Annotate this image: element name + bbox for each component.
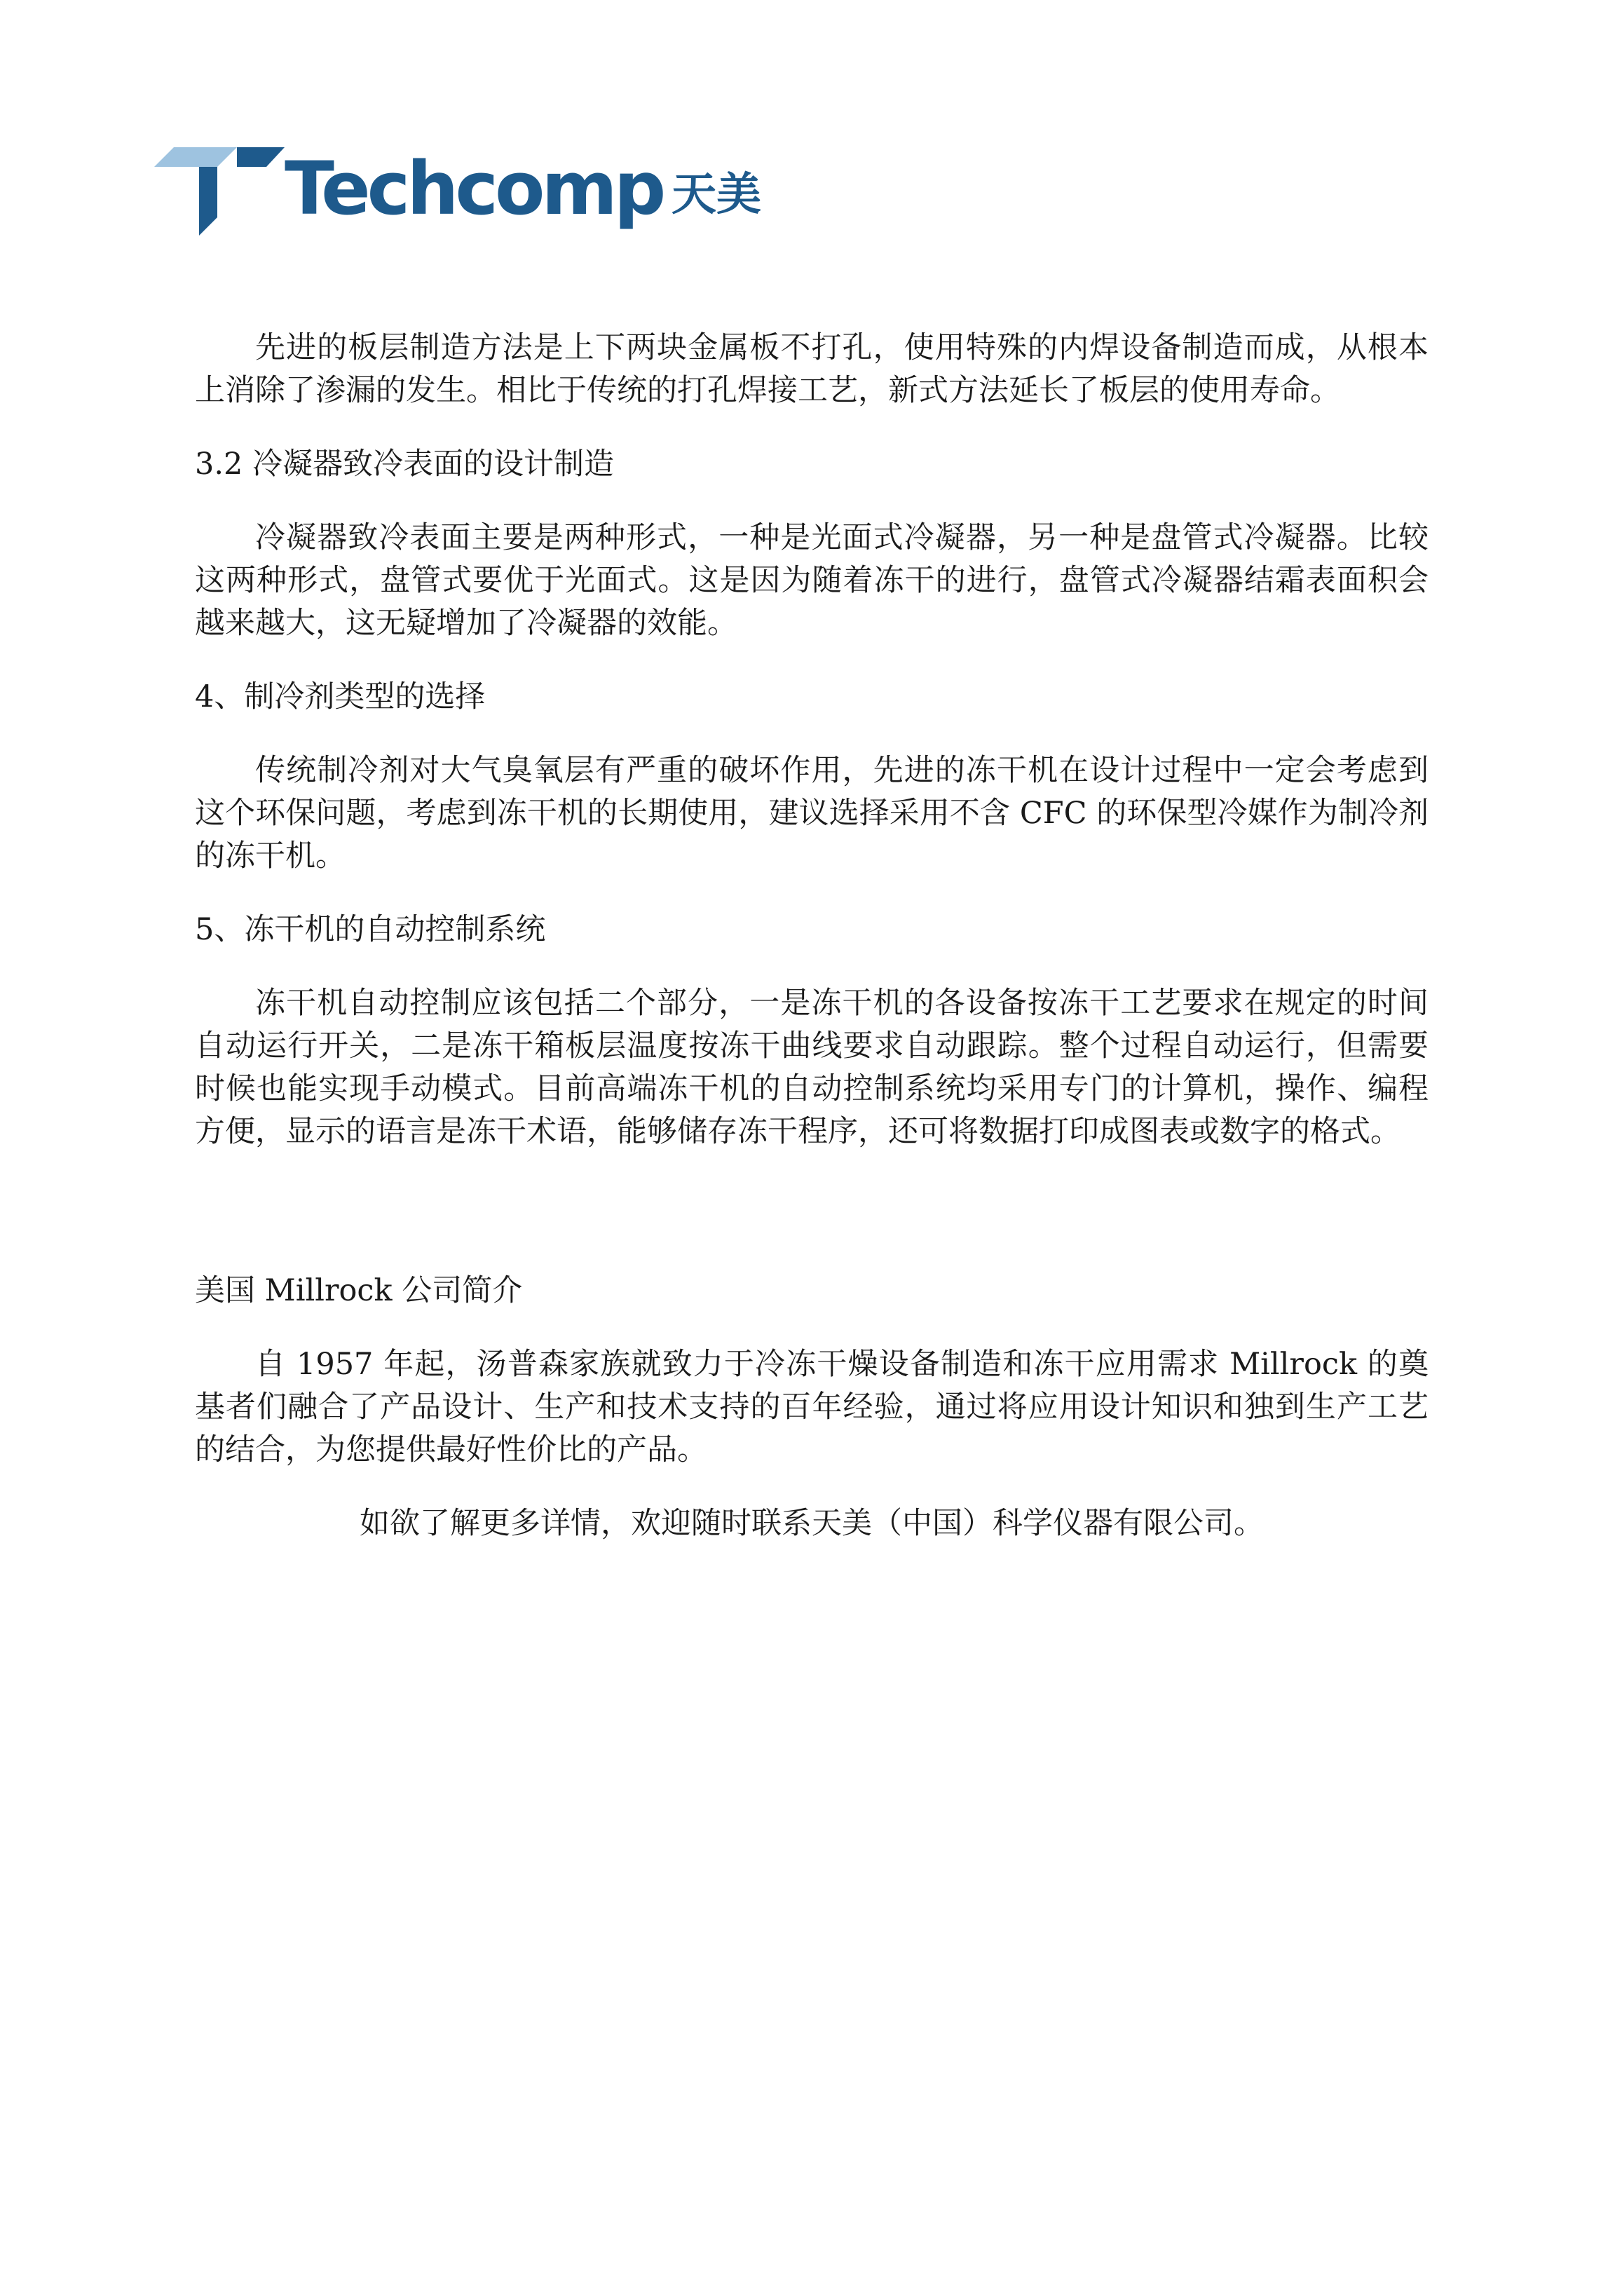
heading-millrock-intro: 美国 Millrock 公司简介 [195,1273,523,1308]
techcomp-t-logo-icon [154,147,287,238]
paragraph-plate-manufacturing: 先进的板层制造方法是上下两块金属板不打孔，使用特殊的内焊设备制造而成，从根本上消除了渗漏的发生。相比于传统的打孔焊接工艺，新式方法延长了板层的使用寿命。 [195,330,1429,408]
paragraph-condenser-surface: 冷凝器致冷表面主要是两种形式，一种是光面式冷凝器，另一种是盘管式冷凝器。比较这两种形式，盘管式要优于光面式。这是因为随着冻干的进行，盘管式冷凝器结霜表面积会越来越大，这无疑增加了冷凝器的效能。 [195,520,1429,641]
document-body [195,327,1429,1545]
heading-auto-control: 5、冻干机的自动控制系统 [195,912,546,947]
heading-condenser-design: 3.2 冷凝器致冷表面的设计制造 [195,447,615,482]
company-logo [154,147,785,238]
logo-chinese-name: 天美 [672,169,761,221]
contact-line: 如欲了解更多详情，欢迎随时联系天美（中国）科学仪器有限公司。 [360,1506,1264,1541]
paragraph-refrigerant: 传统制冷剂对大气臭氧层有严重的破坏作用，先进的冻干机在设计过程中一定会考虑到这个环保问题，考虑到冻干机的长期使用，建议选择采用不含 CFC 的环保型冷媒作为制冷剂的冻干机。 [195,753,1429,874]
logo-wordmark: Techcomp [285,146,663,231]
paragraph-auto-control: 冻干机自动控制应该包括二个部分，一是冻干机的各设备按冻干工艺要求在规定的时间自动运行开关，二是冻干箱板层温度按冻干曲线要求自动跟踪。整个过程自动运行，但需要时候也能实现手动模式。目前高端冻干机的自动控制系统均采用专门的计算机，操作、编程方便，显示的语言是冻干术语，能够储存冻干程序，还可将数据打印成图表或数字的格式。 [195,986,1429,1149]
paragraph-millrock: 自 1957 年起，汤普森家族就致力于冷冻干燥设备制造和冻干应用需求 Millrock 的奠基者们融合了产品设计、生产和技术支持的百年经验，通过将应用设计知识和独到生产工艺的结合，为您提供最好性价比的产品。 [195,1347,1429,1467]
heading-refrigerant-type: 4、制冷剂类型的选择 [195,679,486,714]
